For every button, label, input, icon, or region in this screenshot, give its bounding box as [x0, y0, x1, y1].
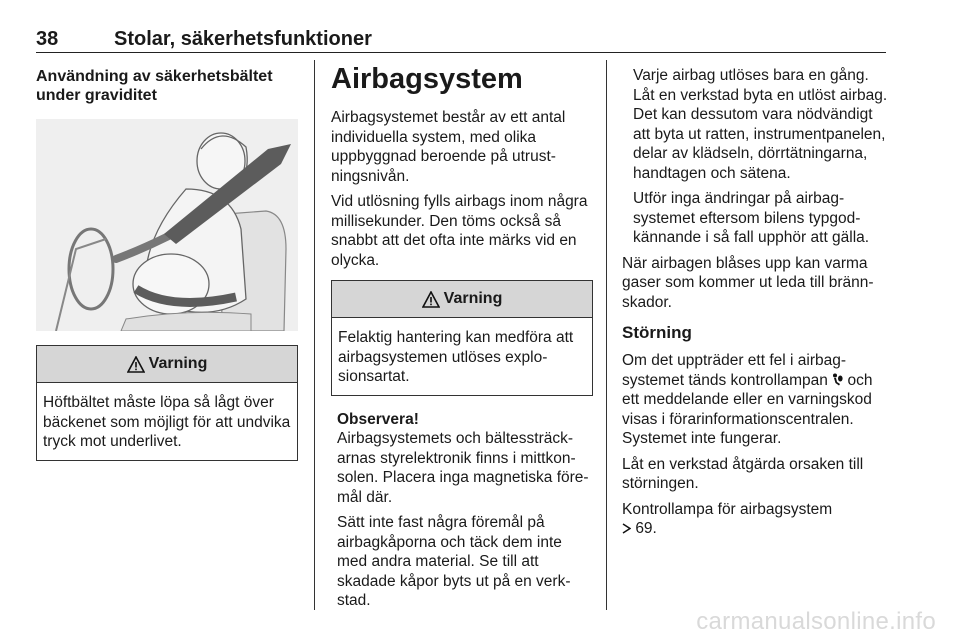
column-divider-2 — [606, 60, 607, 610]
paragraph: Vid utlösning fylls airbags inom några millisekunder. Den töms också så snabbt att det ofta inte märks vid en olycka. — [331, 193, 588, 269]
warning-text: Felaktig hantering kan medföra att airbagsystemen utlöses explosionsartat. — [338, 329, 574, 385]
chapter-title: Stolar, säkerhetsfunktioner — [114, 28, 372, 50]
fault-text-start: Om det uppträder ett fel i airbagsystemet tänds kontrollampan — [622, 352, 847, 389]
page-number: 38 — [36, 28, 59, 50]
page-header — [36, 22, 886, 53]
paragraph: Kontrollampa för airbagsystem — [622, 500, 833, 518]
warning-triangle-icon — [127, 356, 145, 373]
note-text: Airbagsystemets och bältessträckarnas styrelektronik finns i mittkonsolen. Placera inga magnetiska föremål där. — [337, 430, 589, 506]
warning-box-airbag — [331, 280, 593, 396]
paragraph: Varje airbag utlöses bara en gång. Låt en verkstad byta en utlöst airbag. Det kan dessutom vara nödvändigt att byta ut ratten, instrumentpanelen, delar av klädseln, dörrtätningarna, handtagen och sätena. — [633, 67, 888, 182]
column-divider-1 — [314, 60, 315, 610]
warning-text: Höftbältet måste löpa så lågt över bäckenet som möjligt för att undvika tryck mot underlivet. — [43, 394, 291, 450]
column-1 — [36, 60, 298, 461]
column-2 — [331, 60, 593, 617]
note-text: Sätt inte fast några föremål på airbagkåporna och täck dem inte med andra material. Se till att skadade kåpor byts ut på en verkstad. — [337, 514, 571, 609]
warning-triangle-icon — [422, 291, 440, 308]
paragraph: Utför inga ändringar på airbagsystemet eftersom bilens typgodkännande i så fall upphör att gälla. — [633, 190, 870, 246]
watermark: carmanualsonline.info — [696, 608, 936, 635]
warning-title: Varning — [443, 290, 503, 307]
section-heading-fault: Störning — [622, 323, 692, 342]
page-reference-number: 69. — [635, 520, 657, 537]
warning-header — [37, 346, 297, 383]
note-title: Observera! — [337, 410, 419, 428]
warning-header — [332, 281, 592, 318]
page-reference[interactable] — [622, 519, 890, 539]
paragraph-fault — [622, 351, 890, 449]
paragraph: Airbagsystemet består av ett antal individuella system, med olika uppbyggnad beroende på utrustningsnivån. — [331, 109, 566, 185]
paragraph: När airbagen blåses upp kan varma gaser som kommer ut leda till brännskador. — [622, 254, 874, 311]
warning-title: Varning — [148, 355, 208, 372]
pregnant-seatbelt-illustration — [36, 119, 298, 331]
column-3 — [622, 60, 890, 545]
section-heading-pregnancy: Användning av säkerhetsbältet under graviditet — [36, 68, 273, 104]
arrow-reference-icon — [622, 523, 631, 534]
paragraph: Låt en verkstad åtgärda orsaken till störningen. — [622, 455, 864, 492]
airbag-warning-icon — [832, 373, 843, 387]
illustration-drawing — [36, 119, 298, 331]
fault-text-end: och ett meddelande eller en varningskod visas i förarinformationscentralen. Systemet inte fungerar. — [622, 371, 873, 447]
section-heading-airbag: Airbagsystem — [331, 63, 523, 95]
warning-box-pregnancy — [36, 345, 298, 461]
